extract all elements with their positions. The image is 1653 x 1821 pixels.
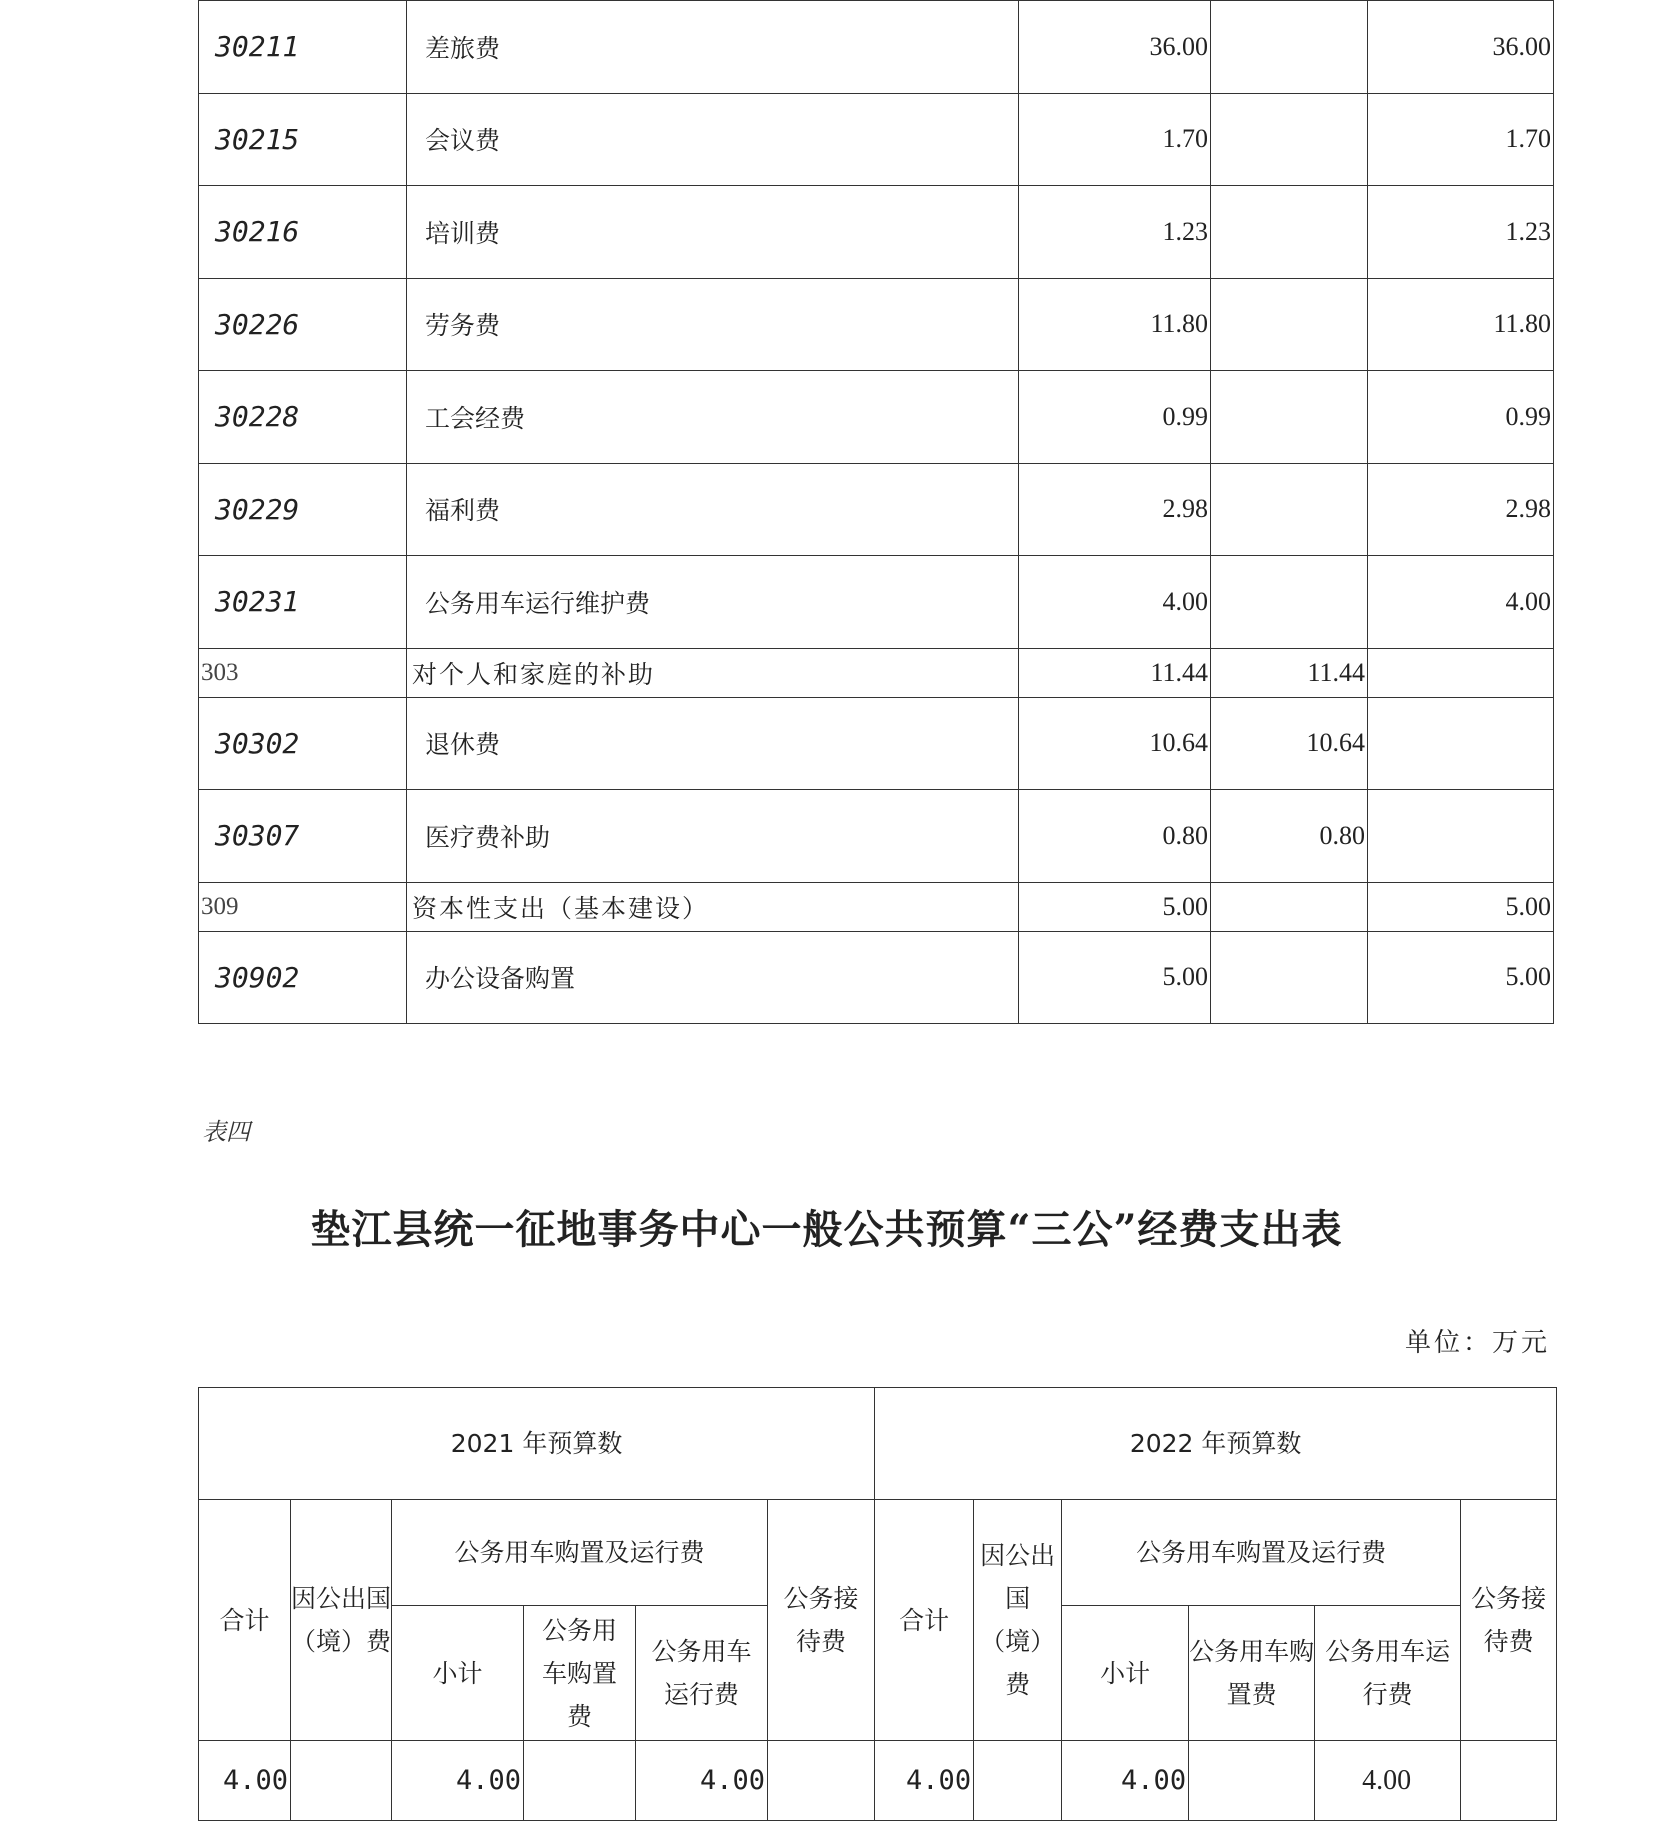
table-row [199, 931, 1554, 1024]
row-basic [1211, 931, 1368, 1024]
row-total: 1.70 [1019, 93, 1211, 186]
row-code: 30215 [199, 93, 407, 186]
row-code: 30228 [199, 371, 407, 464]
row-name: 差旅费 [407, 1, 1019, 94]
value-reception-2021 [768, 1741, 875, 1821]
table-number: 表四 [202, 1118, 250, 1146]
row-basic [1211, 93, 1368, 186]
table-row [199, 93, 1554, 186]
table-row [199, 371, 1554, 464]
row-total: 5.00 [1019, 931, 1211, 1024]
row-name: 办公设备购置 [407, 931, 1019, 1024]
row-basic [1211, 882, 1368, 931]
row-basic [1211, 186, 1368, 279]
row-basic: 0.80 [1211, 790, 1368, 883]
row-total: 11.44 [1019, 648, 1211, 697]
value-abroad-2021 [291, 1741, 392, 1821]
vehicle-header-2022: 公务用车购置及运行费 [1062, 1500, 1461, 1606]
row-project [1368, 697, 1554, 790]
row-name: 福利费 [407, 463, 1019, 556]
value-total-2022: 4.00 [875, 1741, 974, 1821]
row-project: 1.23 [1368, 186, 1554, 279]
row-code: 30902 [199, 931, 407, 1024]
table-row [199, 697, 1554, 790]
row-project: 5.00 [1368, 931, 1554, 1024]
row-total: 10.64 [1019, 697, 1211, 790]
row-name: 公务用车运行维护费 [407, 556, 1019, 649]
row-total: 0.80 [1019, 790, 1211, 883]
row-total: 36.00 [1019, 1, 1211, 94]
abroad-header-2022: 因公出国（境）费 [974, 1500, 1062, 1741]
row-code: 30307 [199, 790, 407, 883]
row-total: 11.80 [1019, 278, 1211, 371]
three-public-expense-table [198, 1387, 1557, 1821]
row-basic: 11.44 [1211, 648, 1368, 697]
row-code: 30302 [199, 697, 407, 790]
value-abroad-2022 [974, 1741, 1062, 1821]
row-total: 2.98 [1019, 463, 1211, 556]
value-subtotal-2021: 4.00 [392, 1741, 524, 1821]
row-name: 培训费 [407, 186, 1019, 279]
row-name: 对个人和家庭的补助 [407, 648, 1019, 697]
purchase-header-2022: 公务用车购置费 [1189, 1606, 1315, 1741]
table-row [199, 278, 1554, 371]
table-row [199, 790, 1554, 883]
row-basic [1211, 371, 1368, 464]
value-operation-2021: 4.00 [636, 1741, 768, 1821]
row-name: 工会经费 [407, 371, 1019, 464]
subtotal-header-2021: 小计 [392, 1606, 524, 1741]
table-row [199, 1, 1554, 94]
total-header-2022: 合计 [875, 1500, 974, 1741]
row-project: 2.98 [1368, 463, 1554, 556]
page-title: 垫江县统一征地事务中心一般公共预算“三公”经费支出表 [310, 1206, 1343, 1253]
abroad-header-2021: 因公出国（境）费 [291, 1500, 392, 1741]
value-purchase-2021 [524, 1741, 636, 1821]
row-total: 0.99 [1019, 371, 1211, 464]
row-total: 4.00 [1019, 556, 1211, 649]
row-project: 4.00 [1368, 556, 1554, 649]
value-subtotal-2022: 4.00 [1062, 1741, 1189, 1821]
table-row [199, 882, 1554, 931]
subtotal-header-2022: 小计 [1062, 1606, 1189, 1741]
row-project: 1.70 [1368, 93, 1554, 186]
row-code: 30231 [199, 556, 407, 649]
year-2022-header: 2022 年预算数 [875, 1388, 1557, 1500]
table-row [199, 463, 1554, 556]
row-name: 医疗费补助 [407, 790, 1019, 883]
row-name: 劳务费 [407, 278, 1019, 371]
reception-header-2022: 公务接待费 [1461, 1500, 1557, 1741]
row-project: 36.00 [1368, 1, 1554, 94]
row-code: 30211 [199, 1, 407, 94]
row-total: 1.23 [1019, 186, 1211, 279]
table-row [199, 186, 1554, 279]
total-header-2021: 合计 [199, 1500, 291, 1741]
row-name: 会议费 [407, 93, 1019, 186]
reception-header-2021: 公务接待费 [768, 1500, 875, 1741]
row-code: 30226 [199, 278, 407, 371]
value-total-2021: 4.00 [199, 1741, 291, 1821]
row-basic [1211, 556, 1368, 649]
row-basic [1211, 1, 1368, 94]
row-project [1368, 790, 1554, 883]
row-basic [1211, 278, 1368, 371]
operation-header-2021: 公务用车运行费 [636, 1606, 768, 1741]
row-code: 30229 [199, 463, 407, 556]
row-name: 资本性支出（基本建设） [407, 882, 1019, 931]
row-project: 11.80 [1368, 278, 1554, 371]
value-operation-2022: 4.00 [1315, 1741, 1461, 1821]
row-code: 309 [199, 882, 407, 931]
table-row [199, 556, 1554, 649]
row-name: 退休费 [407, 697, 1019, 790]
expenditure-table [198, 0, 1554, 1024]
unit-label: 单位：万元 [1404, 1328, 1550, 1358]
value-reception-2022 [1461, 1741, 1557, 1821]
year-2021-header: 2021 年预算数 [199, 1388, 875, 1500]
purchase-header-2021: 公务用车购置费 [524, 1606, 636, 1741]
row-basic: 10.64 [1211, 697, 1368, 790]
row-total: 5.00 [1019, 882, 1211, 931]
row-project: 0.99 [1368, 371, 1554, 464]
operation-header-2022: 公务用车运行费 [1315, 1606, 1461, 1741]
row-project: 5.00 [1368, 882, 1554, 931]
row-basic [1211, 463, 1368, 556]
row-project [1368, 648, 1554, 697]
table-row [199, 648, 1554, 697]
row-code: 303 [199, 648, 407, 697]
value-purchase-2022 [1189, 1741, 1315, 1821]
vehicle-header-2021: 公务用车购置及运行费 [392, 1500, 768, 1606]
row-code: 30216 [199, 186, 407, 279]
